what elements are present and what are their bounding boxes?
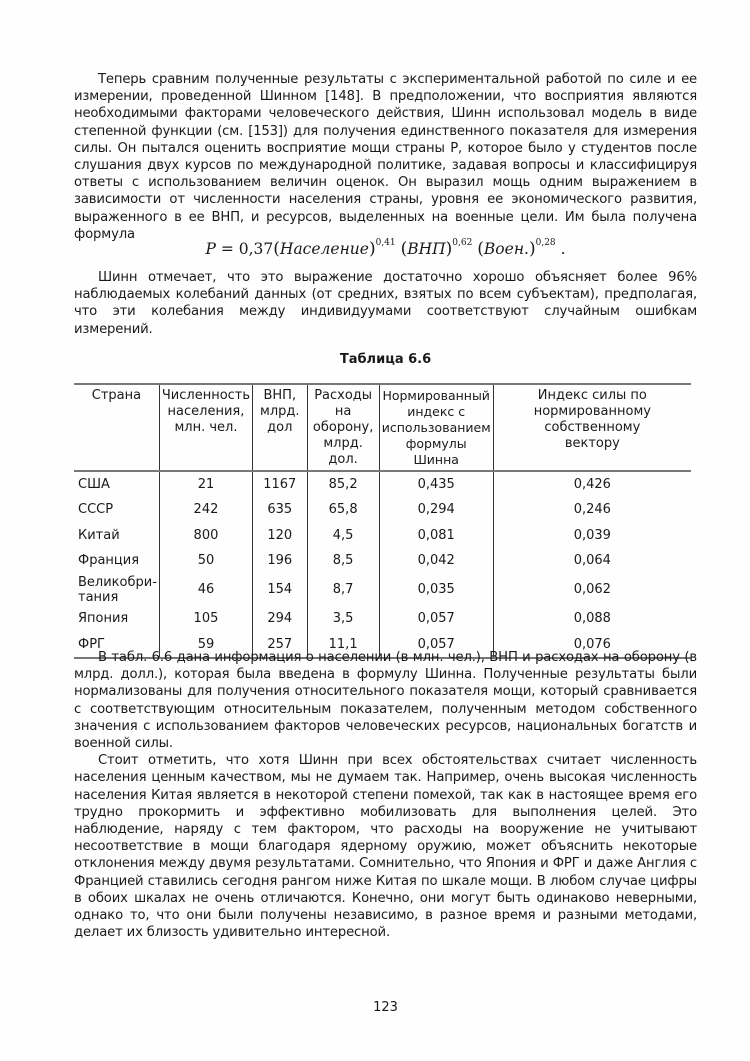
formula-lhs: P bbox=[205, 240, 216, 258]
shinn-formula: P = 0,37(Население)$^{0,41}$ (ВНП)$^{0,62}$ (Воен.)$^{0,28}$ . bbox=[205, 238, 566, 259]
cell-shinn-index: 0,294 bbox=[379, 497, 493, 522]
formula-exp-military: 0,28 bbox=[535, 238, 556, 248]
cell-defense: 3,5 bbox=[307, 606, 379, 631]
cell-shinn-index: 0,435 bbox=[379, 471, 493, 497]
cell-country: СССР bbox=[78, 502, 114, 518]
table-header-row bbox=[74, 384, 691, 471]
power-index-table bbox=[74, 383, 691, 659]
cell-eigenvector-index: 0,062 bbox=[493, 573, 691, 606]
cell-defense: 4,5 bbox=[307, 523, 379, 548]
cell-eigenvector-index: 0,246 bbox=[493, 497, 691, 522]
table-caption: Таблица 6.6 bbox=[339, 352, 432, 367]
paragraph-shinn-note: Шинн отмечает, что это выражение достаточно хорошо объясняет более 96% наблюдаемых колебаний данных (от средних, взятых по всем субъектам), предполагая, что эти колебания между индивидуумами соответствуют случайным ошибкам измерений. bbox=[74, 270, 697, 337]
paragraph-intro: Теперь сравним полученные результаты с экспериментальной работой по силе и ее измерении, проведенной Шинном [148]. В предположении, что восприятия являются необходимыми факторами человеческого действия, Шинн использовал модель в виде степенной функции (см. [153]) для получения единственного показателя для измерения силы. Он пытался оценить восприятие мощи страны P, которое было у студентов после слушания двух курсов по международной политике, задавая вопросы и классифицируя ответы с использованием величин оценок. Он выразил мощь одним выражением в зависимости от численности населения страны, уровня ее экономического развития, выраженного в ее ВНП, и ресурсов, выделенных на военные цели. Им была получена формула bbox=[74, 72, 697, 242]
cell-shinn-index: 0,081 bbox=[379, 523, 493, 548]
header-country: Страна bbox=[74, 384, 159, 471]
cell-eigenvector-index: 0,088 bbox=[493, 606, 691, 631]
cell-gnp: 635 bbox=[253, 497, 307, 522]
header-population: Численность населения, млн. чел. bbox=[159, 384, 252, 471]
table-row bbox=[74, 471, 691, 497]
formula-term-military: Воен. bbox=[483, 240, 529, 258]
formula-coef: = 0,37 bbox=[215, 240, 274, 258]
cell-shinn-index: 0,057 bbox=[379, 631, 493, 657]
cell-defense: 11,1 bbox=[307, 631, 379, 657]
page-number: 123 bbox=[373, 1000, 398, 1015]
cell-country: Франция bbox=[78, 553, 140, 569]
cell-eigenvector-index: 0,426 bbox=[493, 471, 691, 497]
cell-gnp: 196 bbox=[253, 548, 307, 573]
cell-population: 46 bbox=[159, 573, 252, 606]
header-eigenvector-index: Индекс силы по нормированному собственному вектору bbox=[493, 384, 691, 471]
cell-country-text: Великобри- тания bbox=[78, 574, 157, 605]
cell-population: 50 bbox=[159, 548, 252, 573]
paragraph-table-explanation: В табл. 6.6 дана информация о населении (в млн. чел.), ВНП и расходах на оборону (в млрд. долл.), которая была введена в формулу Шинна. Полученные результаты были нормализованы для получения относительного показателя мощи, который сравнивается с соответствующим относительным показателем, полученным методом собственного значения с использованием факторов человеческих ресурсов, национальных богатств и военной силы. bbox=[74, 650, 697, 752]
body-text-after-table bbox=[74, 649, 697, 941]
cell-country: Япония bbox=[78, 611, 129, 627]
cell-defense: 65,8 bbox=[307, 497, 379, 522]
cell-country: США bbox=[78, 477, 110, 493]
formula-exp-population: 0,41 bbox=[375, 238, 396, 248]
cell-eigenvector-index: 0,076 bbox=[493, 631, 691, 657]
cell-eigenvector-index: 0,039 bbox=[493, 523, 691, 548]
cell-country: Китай bbox=[78, 527, 120, 543]
cell-defense: 8,5 bbox=[307, 548, 379, 573]
cell-population: 105 bbox=[159, 606, 252, 631]
table-row bbox=[74, 497, 691, 522]
formula-term-gnp: ВНП bbox=[407, 240, 446, 258]
table-row bbox=[74, 606, 691, 631]
cell-defense: 85,2 bbox=[307, 471, 379, 497]
header-shinn-index: Нормированный индекс с использованием формулы Шинна bbox=[379, 384, 493, 471]
header-gnp: ВНП, млрд. дол bbox=[253, 384, 307, 471]
cell-shinn-index: 0,035 bbox=[379, 573, 493, 606]
formula-exp-gnp: 0,62 bbox=[452, 238, 473, 248]
cell-eigenvector-index: 0,064 bbox=[493, 548, 691, 573]
formula-term-population: Население bbox=[279, 240, 369, 258]
cell-defense: 8,7 bbox=[307, 573, 379, 606]
cell-gnp: 120 bbox=[253, 523, 307, 548]
table-row bbox=[74, 548, 691, 573]
paragraph-discussion: Стоит отметить, что хотя Шинн при всех обстоятельствах считает численность населения ценным качеством, мы не думаем так. Например, очень высокая численность населения Китая является в некоторой степени помехой, так как в настоящее время его трудно прокормить и эффективно мобилизовать для выполнения целей. Это наблюдение, наряду с тем фактором, что расходы на вооружение не учитывают несоответствие в мощи благодаря ядерному оружию, может объяснить некоторые отклонения между двумя результатами. Сомнительно, что Япония и ФРГ и даже Англия с Францией ставились сегодня рангом ниже Китая по шкале мощи. В любом случае цифры в обоих шкалах не очень отличаются. Конечно, они могут быть одинаково неверными, однако то, что они были получены независимо, в разное время и разными методами, делает их близость удивительно интересной. bbox=[74, 753, 697, 941]
formula-end: . bbox=[555, 240, 566, 258]
table-row bbox=[74, 573, 691, 606]
cell-gnp: 154 bbox=[253, 573, 307, 606]
table-row bbox=[74, 523, 691, 548]
cell-country: ФРГ bbox=[74, 631, 159, 657]
cell-gnp: 1167 bbox=[253, 471, 307, 497]
cell-country bbox=[74, 573, 159, 606]
cell-shinn-index: 0,057 bbox=[379, 606, 493, 631]
cell-population: 21 bbox=[159, 471, 252, 497]
cell-gnp: 257 bbox=[253, 631, 307, 657]
cell-shinn-index: 0,042 bbox=[379, 548, 493, 573]
header-defense: Расходы на оборону, млрд. дол. bbox=[307, 384, 379, 471]
cell-gnp: 294 bbox=[253, 606, 307, 631]
cell-population: 242 bbox=[159, 497, 252, 522]
cell-population: 59 bbox=[159, 631, 252, 657]
cell-population: 800 bbox=[159, 523, 252, 548]
